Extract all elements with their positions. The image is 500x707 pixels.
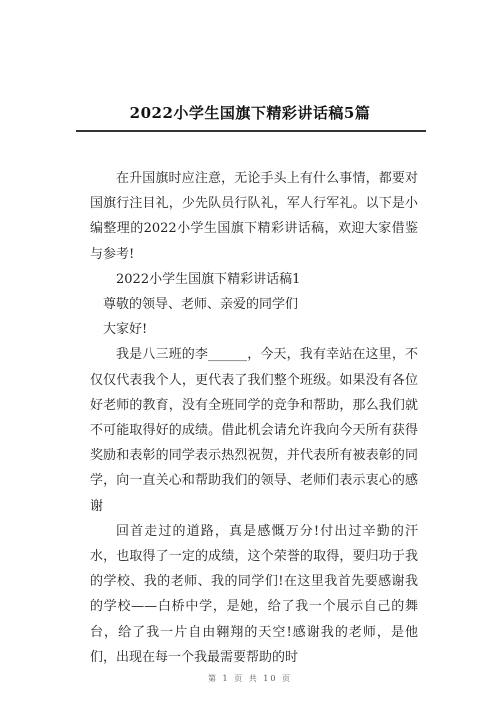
intro-paragraph: 在升国旗时应注意，无论手头上有什么事情，都要对国旗行注目礼，少先队员行队礼，军人行军礼。以下是小编整理的2022小学生国旗下精彩讲话稿，欢迎大家借鉴与参考! [90,171,418,262]
page-footer: 第 1 页 共 10 页 [208,674,292,683]
title-divider [76,130,426,132]
document-body [90,166,418,670]
document-title: 2022小学生国旗下精彩讲话稿5篇 [129,104,371,122]
body-paragraph: 回首走过的道路，真是感慨万分!付出过辛勤的汗水，也取得了一定的成绩，这个荣誉的取得，要归功于我的学校、我的老师、我的同学们!在这里我首先要感谢我的学校——白桥中学，是她，给了我一个展示自己的舞台，给了我一片自由翱翔的天空!感谢我的老师，是他们，出现在每一个我最需要帮助的时 [90,523,418,665]
salutation: 尊敬的领导、老师、亲爱的同学们 [103,297,299,313]
greeting: 大家好! [103,322,148,338]
body-paragraph: 我是八三班的李______，今天，我有幸站在这里，不仅仅代表我个人，更代表了我们整个班级。如果没有各位好老师的教育，没有全班同学的竞争和帮助，那么我们就不可能取得好的成绩。借此机会请允许我向今天所有获得奖励和表彰的同学表示热烈祝贺，并代表所有被表彰的同学，向一直关心和帮助我们的领导、老师们表示衷心的感谢 [90,347,418,514]
section-heading: 2022小学生国旗下精彩讲话稿1 [116,271,301,287]
